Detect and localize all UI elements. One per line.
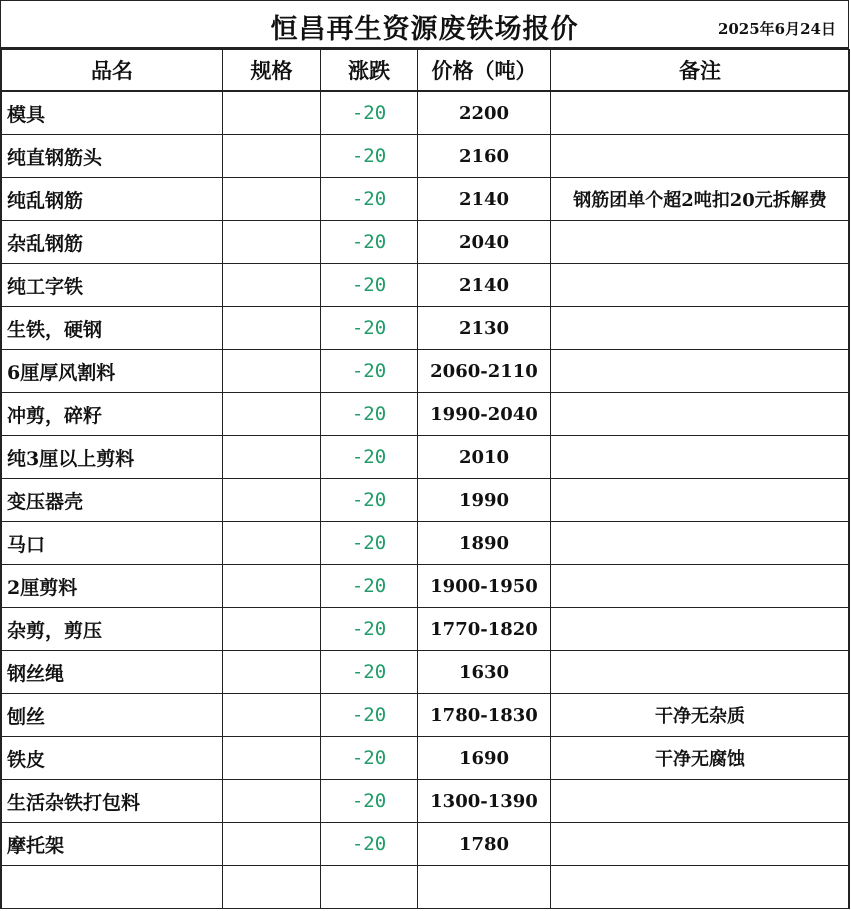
item-name: 铁皮 xyxy=(2,737,223,780)
item-name: 6厘厚风割料 xyxy=(2,350,223,393)
table-row xyxy=(2,823,850,866)
item-change: -20 xyxy=(321,737,418,780)
sheet-title: 恒昌再生资源废铁场报价 xyxy=(270,14,579,45)
item-spec xyxy=(223,91,321,135)
item-change: -20 xyxy=(321,608,418,651)
item-price: 2010 xyxy=(418,436,551,479)
title-bar xyxy=(1,1,848,49)
item-name: 生铁，硬钢 xyxy=(2,307,223,350)
item-name: 2厘剪料 xyxy=(2,565,223,608)
item-note xyxy=(551,522,850,565)
item-spec xyxy=(223,350,321,393)
item-spec xyxy=(223,307,321,350)
item-name: 纯乱钢筋 xyxy=(2,178,223,221)
header-name: 品名 xyxy=(2,50,223,92)
header-row xyxy=(2,50,850,92)
item-note xyxy=(551,780,850,823)
item-name: 冲剪，碎籽 xyxy=(2,393,223,436)
item-price: 1990 xyxy=(418,479,551,522)
item-spec xyxy=(223,866,321,909)
item-note: 钢筋团单个超2吨扣20元拆解费 xyxy=(551,178,850,221)
item-change: -20 xyxy=(321,436,418,479)
item-price xyxy=(418,866,551,909)
item-change: -20 xyxy=(321,135,418,178)
item-name: 模具 xyxy=(2,91,223,135)
table-body xyxy=(2,91,850,909)
item-change: -20 xyxy=(321,393,418,436)
item-spec xyxy=(223,135,321,178)
item-price: 1890 xyxy=(418,522,551,565)
item-name: 马口 xyxy=(2,522,223,565)
item-change: -20 xyxy=(321,178,418,221)
item-name: 杂剪，剪压 xyxy=(2,608,223,651)
item-change: -20 xyxy=(321,780,418,823)
item-note xyxy=(551,393,850,436)
item-change: -20 xyxy=(321,91,418,135)
item-note xyxy=(551,221,850,264)
item-name: 钢丝绳 xyxy=(2,651,223,694)
item-spec xyxy=(223,694,321,737)
item-change: -20 xyxy=(321,307,418,350)
table-row xyxy=(2,350,850,393)
item-price: 1900-1950 xyxy=(418,565,551,608)
item-price: 2160 xyxy=(418,135,551,178)
table-row xyxy=(2,608,850,651)
item-price: 1630 xyxy=(418,651,551,694)
item-change: -20 xyxy=(321,823,418,866)
header-spec: 规格 xyxy=(223,50,321,92)
item-name: 刨丝 xyxy=(2,694,223,737)
item-price: 2060-2110 xyxy=(418,350,551,393)
table-row xyxy=(2,178,850,221)
item-spec xyxy=(223,823,321,866)
table-row xyxy=(2,522,850,565)
item-price: 2140 xyxy=(418,264,551,307)
table-row xyxy=(2,651,850,694)
header-price: 价格（吨） xyxy=(418,50,551,92)
item-note xyxy=(551,866,850,909)
item-note xyxy=(551,350,850,393)
item-change: -20 xyxy=(321,350,418,393)
item-change: -20 xyxy=(321,651,418,694)
item-note xyxy=(551,608,850,651)
item-change: -20 xyxy=(321,221,418,264)
item-price: 2130 xyxy=(418,307,551,350)
item-note xyxy=(551,135,850,178)
item-spec xyxy=(223,522,321,565)
table-row xyxy=(2,436,850,479)
item-change: -20 xyxy=(321,694,418,737)
price-table xyxy=(1,49,850,909)
item-name: 纯工字铁 xyxy=(2,264,223,307)
item-price: 1780-1830 xyxy=(418,694,551,737)
item-change: -20 xyxy=(321,264,418,307)
item-note xyxy=(551,436,850,479)
header-note: 备注 xyxy=(551,50,850,92)
item-note xyxy=(551,823,850,866)
table-row xyxy=(2,737,850,780)
sheet-date: 2025年6月24日 xyxy=(717,20,836,38)
item-spec xyxy=(223,651,321,694)
table-row xyxy=(2,479,850,522)
item-name: 杂乱钢筋 xyxy=(2,221,223,264)
item-note xyxy=(551,565,850,608)
item-spec xyxy=(223,780,321,823)
item-price: 1770-1820 xyxy=(418,608,551,651)
item-price: 1690 xyxy=(418,737,551,780)
item-spec xyxy=(223,393,321,436)
table-row xyxy=(2,565,850,608)
item-change: -20 xyxy=(321,479,418,522)
item-change: -20 xyxy=(321,522,418,565)
table-row xyxy=(2,393,850,436)
table-row xyxy=(2,307,850,350)
item-spec xyxy=(223,565,321,608)
item-spec xyxy=(223,479,321,522)
item-name xyxy=(2,866,223,909)
item-change xyxy=(321,866,418,909)
item-change: -20 xyxy=(321,565,418,608)
item-spec xyxy=(223,436,321,479)
item-name: 生活杂铁打包料 xyxy=(2,780,223,823)
table-row xyxy=(2,135,850,178)
item-note: 干净无腐蚀 xyxy=(551,737,850,780)
item-price: 2140 xyxy=(418,178,551,221)
item-price: 1780 xyxy=(418,823,551,866)
item-name: 摩托架 xyxy=(2,823,223,866)
item-note xyxy=(551,479,850,522)
item-spec xyxy=(223,264,321,307)
item-price: 2200 xyxy=(418,91,551,135)
item-price: 1990-2040 xyxy=(418,393,551,436)
item-note: 干净无杂质 xyxy=(551,694,850,737)
table-row xyxy=(2,866,850,909)
item-price: 1300-1390 xyxy=(418,780,551,823)
item-name: 变压器壳 xyxy=(2,479,223,522)
table-row xyxy=(2,221,850,264)
item-name: 纯直钢筋头 xyxy=(2,135,223,178)
item-spec xyxy=(223,178,321,221)
item-note xyxy=(551,91,850,135)
table-row xyxy=(2,91,850,135)
table-row xyxy=(2,264,850,307)
item-price: 2040 xyxy=(418,221,551,264)
item-spec xyxy=(223,737,321,780)
item-note xyxy=(551,307,850,350)
item-name: 纯3厘以上剪料 xyxy=(2,436,223,479)
table-row xyxy=(2,780,850,823)
header-change: 涨跌 xyxy=(321,50,418,92)
item-spec xyxy=(223,221,321,264)
item-spec xyxy=(223,608,321,651)
table-row xyxy=(2,694,850,737)
item-note xyxy=(551,651,850,694)
item-note xyxy=(551,264,850,307)
